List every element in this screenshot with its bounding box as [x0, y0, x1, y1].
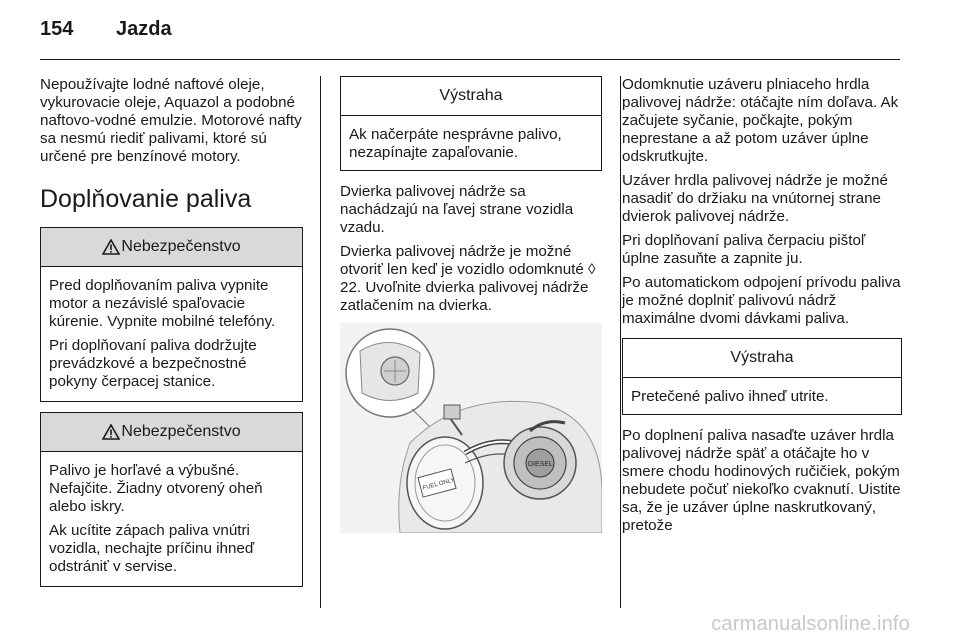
auto-shutoff-text: Po automatickom odpojení prívodu paliva je možné doplniť palivovú nádrž maximálne dvomi dávkami paliva.	[622, 274, 901, 327]
chapter-title: Jazda	[116, 18, 172, 40]
warning-triangle-icon	[102, 424, 120, 440]
cap-refit-text: Po doplnení paliva nasaďte uzáver hrdla palivovej nádrže späť a otáčajte ho v smere chodu hodinových ručičiek, pokým nebudete počuť niekoľko cvaknutí. Uistite sa, že je uzáver úplne naskrutkovaný, pretože	[622, 427, 901, 534]
danger-box-2-text-2: Ak ucítite zápach paliva vnútri vozidla, nechajte príčinu ihneď odstrániť v servise.	[49, 522, 255, 575]
danger-box-1-text-2: Pri doplňovaní paliva dodržujte prevádzkové a bezpečnostné pokyny čerpacej stanice.	[49, 337, 257, 390]
column-2	[340, 76, 602, 533]
nozzle-text: Pri doplňovaní paliva čerpaciu pištoľ úplne zasuňte a zapnite ju.	[622, 232, 866, 267]
warning-box-2-text: Pretečené palivo ihneď utrite.	[631, 388, 829, 405]
fuel-door-illustration	[340, 323, 602, 533]
warning-box-1-body	[341, 116, 601, 170]
cap-holder-text: Uzáver hrdla palivovej nádrže je možné nasadiť do držiaku na vnútornej strane dvierok palivovej nádrže.	[622, 172, 888, 225]
warning-box-1-header: Výstraha	[341, 77, 601, 116]
danger-box-2-body	[41, 452, 302, 586]
danger-box-2	[40, 412, 303, 587]
danger-box-1-title: Nebezpečenstvo	[121, 238, 241, 255]
danger-box-1-header	[41, 228, 302, 267]
danger-box-2-title: Nebezpečenstvo	[121, 423, 241, 440]
danger-box-1-body	[41, 267, 302, 401]
column-divider-1	[320, 76, 321, 608]
page-number: 154	[40, 18, 74, 40]
danger-box-1	[40, 227, 303, 402]
warning-box-1-text: Ak načerpáte nesprávne palivo, nezapínajte zapaľovanie.	[349, 126, 562, 161]
warning-box-2-body	[623, 378, 901, 414]
section-title: Doplňovanie paliva	[40, 185, 252, 213]
cap-unlock-text: Odomknutie uzáveru plniaceho hrdla palivovej nádrže: otáčajte ním doľava. Ak začujete syčanie, počkajte, pokým neprestane a až potom uzáver úplne odskrutkujte.	[622, 76, 899, 165]
page-header	[40, 18, 172, 41]
danger-box-1-text-1: Pred doplňovaním paliva vypnite motor a nezávislé spaľovacie kúrenie. Vypnite mobilné telefóny.	[49, 277, 276, 330]
cap-label: DIESEL	[528, 461, 553, 468]
header-rule	[40, 59, 900, 60]
footer-watermark: carmanualsonline.info	[711, 613, 910, 635]
flap-label: FUEL ONLY	[422, 477, 456, 492]
warning-triangle-icon	[102, 239, 120, 255]
fuel-door-drawing	[340, 323, 602, 533]
warning-box-2	[622, 338, 902, 415]
intro-paragraph: Nepoužívajte lodné naftové oleje, vykurovacie oleje, Aquazol a podobné naftovo-vodné emulzie. Motorové nafty sa nesmú riediť palivami, ktoré sú určené pre benzínové motory.	[40, 76, 302, 165]
fuel-door-open-text: Dvierka palivovej nádrže je možné otvoriť len keď je vozidlo odomknuté ◊ 22. Uvoľnite dvierka palivovej nádrže zatlačením na dvierka.	[340, 243, 596, 314]
fuel-door-location-text: Dvierka palivovej nádrže sa nachádzajú na ľavej strane vozidla vzadu.	[340, 183, 574, 236]
warning-box-1	[340, 76, 602, 171]
danger-box-2-text-1: Palivo je horľavé a výbušné. Nefajčite. Žiadny otvorený oheň alebo iskry.	[49, 462, 263, 515]
warning-box-2-header: Výstraha	[623, 339, 901, 378]
column-divider-2	[620, 76, 621, 608]
column-1	[40, 76, 303, 597]
column-3	[622, 76, 902, 541]
danger-box-2-header	[41, 413, 302, 452]
